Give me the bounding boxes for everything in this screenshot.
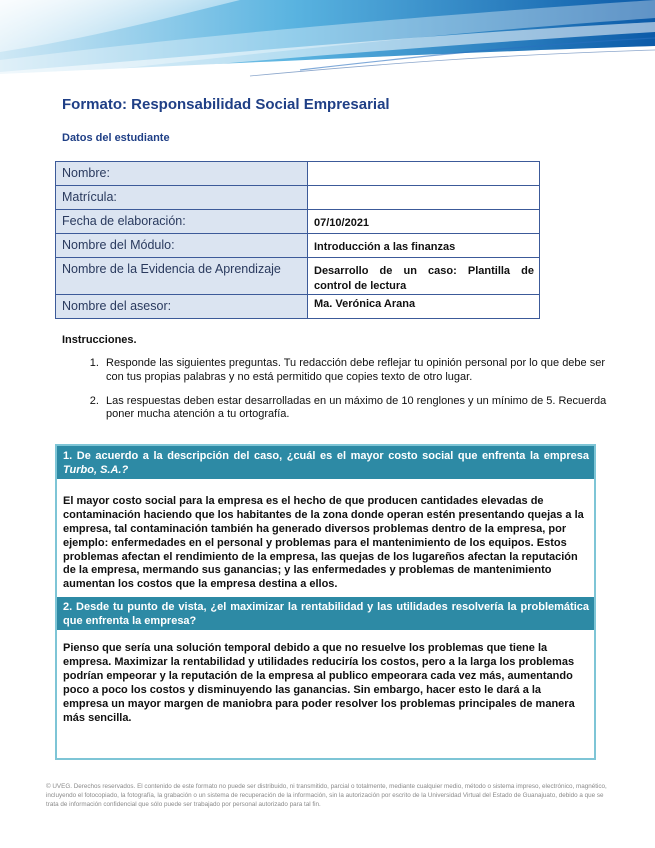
header-banner (0, 0, 655, 82)
answer-1: El mayor costo social para la empresa es el hecho de que producen cantidades elevadas de contaminación haciendo que los habitantes de la zona donde operan estén presentando quejas a la empresa, tal contaminación también ha generado diversos problemas dentro de la empresa, por ejemplo: enfermedades en el personal y problemas para el mantenimiento de los equipos. Estos problemas afectan el rendimiento de la empresa, las quejas de los lugareños afectan la reputación de la empresa, mermando sus ganancias; y las enfermedades y problemas de mantenimiento aumentan los costos que la empresa destina a ellos. (63, 495, 584, 591)
table-row (56, 162, 540, 186)
table-row (56, 186, 540, 210)
table-row (56, 294, 540, 318)
answer-2: Pienso que sería una solución temporal debido a que no resuelve los problemas que tiene la empresa. Maximizar la rentabilidad y utilidades reduciría los costos, pero a la larga los problemas podrían empeorar y la reputación de la empresa al publico empeorara cada vez más, aumentando poco a poco los costos y disminuyendo las ganancias. Sin embargo, hacer esto le dará a la empresa un mayor margen de maniobra para poder resolver los problemas principales de manera más sencilla. (63, 642, 575, 724)
student-info-table (55, 161, 540, 319)
label-fecha: Fecha de elaboración: (56, 210, 308, 234)
label-modulo: Nombre del Módulo: (56, 234, 308, 258)
table-row (56, 210, 540, 234)
instructions-heading: Instrucciones. (62, 334, 137, 346)
questions-box (55, 444, 596, 760)
copyright-footer: © UVEG. Derechos reservados. El contenido de este formato no puede ser distribuido, ni transmitido, parcial o totalmente, mediante cualquier medio, método o sistema impreso, electrónico, magnético, incluyendo el fotocopiado, la fotografía, la grabación o un sistema de recuperación de la información, sin la autorización por escrito de la Universidad Virtual del Estado de Guanajuato, debido a que se trata de información confidencial que sólo puede ser trabajado por personal autorizado para tal fin. (46, 783, 607, 808)
instruction-item: 2. Las respuestas deben estar desarrolladas en un máximo de 10 renglones y un mínimo de 5. Recuerda poner mucha atención a tu ortografía. (102, 395, 612, 423)
label-evidencia: Nombre de la Evidencia de Aprendizaje (56, 258, 308, 295)
question-1-header (57, 446, 594, 479)
table-row (56, 258, 540, 295)
value-nombre (308, 162, 540, 186)
value-evidencia: Desarrollo de un caso: Plantilla de control de lectura (308, 258, 540, 295)
question-2-header: 2. Desde tu punto de vista, ¿el maximizar la rentabilidad y las utilidades resolvería la problemática que enfrenta la empresa? (57, 597, 594, 630)
instruction-item: 1. Responde las siguientes preguntas. Tu redacción debe reflejar tu opinión personal por lo que debe ser con tus propias palabras y no está permitido que copies texto de otro lugar. (102, 357, 612, 385)
section-student-heading: Datos del estudiante (62, 132, 170, 144)
label-asesor: Nombre del asesor: (56, 294, 308, 318)
value-matricula (308, 186, 540, 210)
question-1-company: Turbo, S.A.? (63, 464, 129, 477)
value-fecha: 07/10/2021 (308, 210, 540, 234)
value-asesor: Ma. Verónica Arana (308, 294, 540, 318)
header-banner-graphic (0, 0, 655, 82)
label-nombre: Nombre: (56, 162, 308, 186)
question-1-text: 1. De acuerdo a la descripción del caso, ¿cuál es el mayor costo social que enfrenta la empresa (63, 450, 589, 462)
instructions-list (80, 357, 612, 432)
document-title: Formato: Responsabilidad Social Empresarial (62, 96, 390, 113)
label-matricula: Matrícula: (56, 186, 308, 210)
table-row (56, 234, 540, 258)
value-modulo: Introducción a las finanzas (308, 234, 540, 258)
